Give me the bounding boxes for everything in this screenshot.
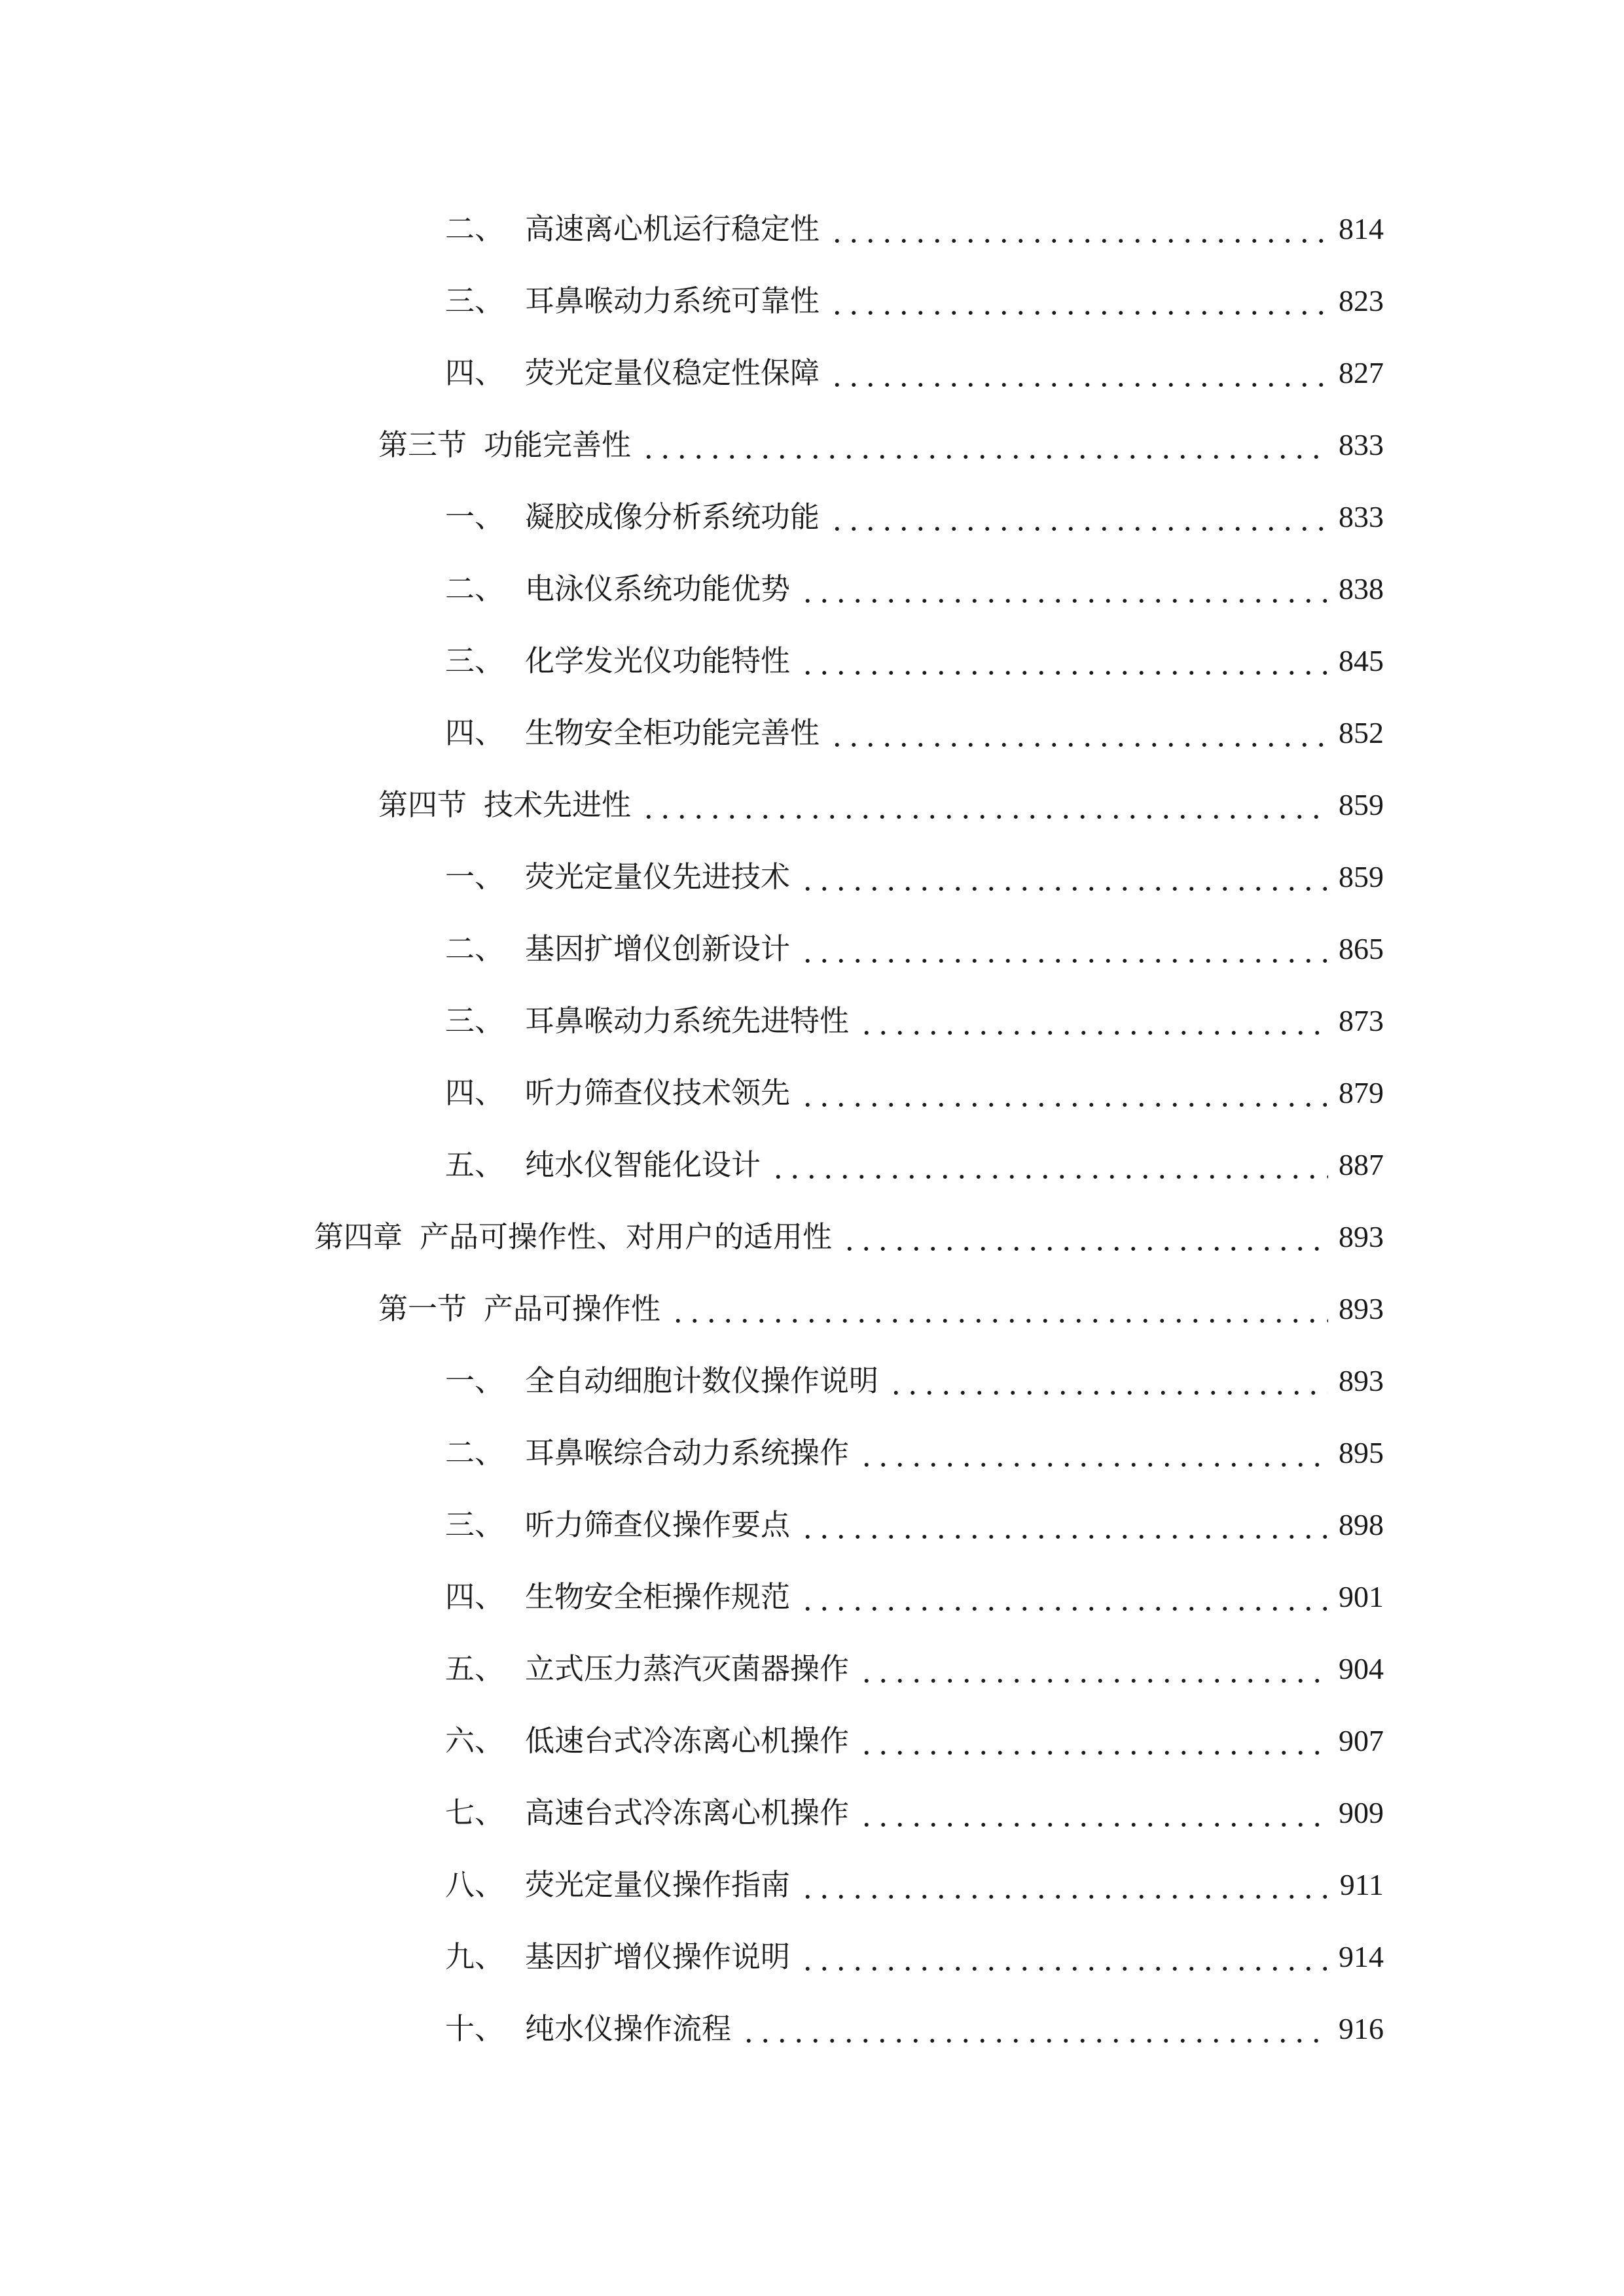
entry-page-number: 859 <box>1339 788 1384 821</box>
toc-entry[interactable] <box>445 1790 1384 1836</box>
entry-title: 基因扩增仪创新设计 <box>525 931 791 966</box>
entry-title: 产品可操作性 <box>484 1291 661 1326</box>
toc-entry[interactable] <box>445 1430 1384 1476</box>
entry-title: 高速台式冷冻离心机操作 <box>525 1795 850 1830</box>
dot-leader <box>799 1502 1328 1548</box>
entry-title: 荧光定量仪操作指南 <box>525 1867 791 1902</box>
dot-leader <box>770 1142 1328 1188</box>
dot-leader <box>799 566 1328 612</box>
dot-leader <box>670 1286 1328 1332</box>
entry-number: 五、 <box>445 1651 505 1686</box>
dot-leader <box>640 422 1328 468</box>
toc-entry[interactable] <box>445 278 1384 324</box>
entry-number: 四、 <box>445 355 505 390</box>
entry-title: 纯水仪智能化设计 <box>525 1147 761 1182</box>
dot-leader <box>858 1430 1328 1476</box>
entry-title: 荧光定量仪先进技术 <box>525 859 791 894</box>
toc-entry[interactable] <box>445 998 1384 1044</box>
toc-entry[interactable] <box>445 1502 1384 1548</box>
entry-title: 基因扩增仪操作说明 <box>525 1939 791 1974</box>
entry-page-number: 838 <box>1339 572 1384 605</box>
entry-page-number: 879 <box>1339 1076 1384 1109</box>
entry-number: 三、 <box>445 283 505 318</box>
entry-number: 九、 <box>445 1939 505 1974</box>
entry-page-number: 859 <box>1339 860 1384 893</box>
dot-leader <box>829 278 1328 324</box>
entry-title: 技术先进性 <box>484 787 632 822</box>
toc-entry[interactable] <box>445 926 1384 972</box>
entry-title: 听力筛查仪技术领先 <box>525 1075 791 1110</box>
entry-page-number: 916 <box>1339 2012 1384 2045</box>
entry-page-number: 904 <box>1339 1652 1384 1685</box>
dot-leader <box>829 350 1328 396</box>
dot-leader <box>799 926 1328 972</box>
entry-page-number: 852 <box>1339 716 1384 749</box>
entry-number: 六、 <box>445 1723 505 1758</box>
entry-page-number: 893 <box>1339 1220 1384 1253</box>
dot-leader <box>799 1070 1328 1116</box>
entry-number: 第四节 <box>378 787 467 822</box>
entry-number: 二、 <box>445 1435 505 1470</box>
entry-title: 凝胶成像分析系统功能 <box>525 499 820 534</box>
entry-page-number: 911 <box>1339 1868 1384 1901</box>
toc-entry[interactable] <box>445 1862 1384 1908</box>
toc-entry[interactable] <box>445 494 1384 540</box>
toc-entry[interactable] <box>445 1142 1384 1188</box>
entry-title: 纯水仪操作流程 <box>525 2011 732 2046</box>
dot-leader <box>799 854 1328 900</box>
entry-page-number: 914 <box>1339 1940 1384 1973</box>
entry-number: 三、 <box>445 1003 505 1038</box>
entry-number: 二、 <box>445 931 505 966</box>
dot-leader <box>829 206 1328 252</box>
toc-entry[interactable] <box>445 2006 1384 2052</box>
entry-page-number: 827 <box>1339 356 1384 389</box>
toc-entry[interactable] <box>378 422 1384 468</box>
entry-page-number: 909 <box>1339 1796 1384 1829</box>
dot-leader <box>858 1646 1328 1692</box>
entry-title: 化学发光仪功能特性 <box>525 643 791 678</box>
entry-page-number: 873 <box>1339 1004 1384 1037</box>
dot-leader <box>858 1790 1328 1836</box>
toc-entry[interactable] <box>445 1574 1384 1620</box>
entry-page-number: 814 <box>1339 212 1384 245</box>
entry-page-number: 895 <box>1339 1436 1384 1469</box>
toc-entry[interactable] <box>445 1646 1384 1692</box>
entry-number: 一、 <box>445 1363 505 1398</box>
entry-title: 产品可操作性、对用户的适用性 <box>420 1219 833 1254</box>
entry-page-number: 901 <box>1339 1580 1384 1613</box>
dot-leader <box>799 1934 1328 1980</box>
entry-page-number: 893 <box>1339 1292 1384 1325</box>
toc-entry[interactable] <box>445 1070 1384 1116</box>
toc-entry[interactable] <box>378 782 1384 828</box>
entry-page-number: 898 <box>1339 1508 1384 1541</box>
entry-title: 低速台式冷冻离心机操作 <box>525 1723 850 1758</box>
dot-leader <box>829 710 1328 756</box>
entry-number: 四、 <box>445 715 505 750</box>
entry-number: 八、 <box>445 1867 505 1902</box>
entry-title: 听力筛查仪操作要点 <box>525 1507 791 1542</box>
entry-number: 四、 <box>445 1075 505 1110</box>
toc-entry[interactable] <box>445 350 1384 396</box>
entry-page-number: 823 <box>1339 284 1384 317</box>
entry-number: 一、 <box>445 499 505 534</box>
dot-leader <box>799 1574 1328 1620</box>
entry-number: 第四章 <box>314 1219 403 1254</box>
entry-number: 七、 <box>445 1795 505 1830</box>
entry-number: 十、 <box>445 2011 505 2046</box>
entry-number: 三、 <box>445 1507 505 1542</box>
dot-leader <box>740 2006 1328 2052</box>
entry-page-number: 887 <box>1339 1148 1384 1181</box>
entry-number: 一、 <box>445 859 505 894</box>
entry-title: 立式压力蒸汽灭菌器操作 <box>525 1651 850 1686</box>
entry-page-number: 845 <box>1339 644 1384 677</box>
entry-page-number: 833 <box>1339 428 1384 461</box>
toc-entry[interactable] <box>445 710 1384 756</box>
toc-entry[interactable] <box>445 566 1384 612</box>
dot-leader <box>858 1718 1328 1764</box>
toc-entry[interactable] <box>445 1718 1384 1764</box>
entry-page-number: 833 <box>1339 500 1384 533</box>
dot-leader <box>841 1214 1328 1260</box>
toc-entry[interactable] <box>445 206 1384 252</box>
toc-entry[interactable] <box>445 1934 1384 1980</box>
toc-entry[interactable] <box>445 638 1384 684</box>
dot-leader <box>799 638 1328 684</box>
dot-leader <box>640 782 1328 828</box>
toc-entry[interactable] <box>378 1286 1384 1332</box>
entry-title: 全自动细胞计数仪操作说明 <box>525 1363 879 1398</box>
toc-entry[interactable] <box>314 1214 1384 1260</box>
dot-leader <box>888 1358 1328 1404</box>
dot-leader <box>858 998 1328 1044</box>
entry-number: 五、 <box>445 1147 505 1182</box>
entry-title: 生物安全柜功能完善性 <box>525 715 820 750</box>
entry-page-number: 865 <box>1339 932 1384 965</box>
toc-entry[interactable] <box>445 1358 1384 1404</box>
entry-number: 三、 <box>445 643 505 678</box>
toc-entry[interactable] <box>445 854 1384 900</box>
entry-title: 生物安全柜操作规范 <box>525 1579 791 1614</box>
entry-title: 荧光定量仪稳定性保障 <box>525 355 820 390</box>
entry-title: 功能完善性 <box>484 427 632 462</box>
entry-number: 第三节 <box>378 427 467 462</box>
entry-page-number: 893 <box>1339 1364 1384 1397</box>
entry-number: 二、 <box>445 211 505 246</box>
dot-leader <box>829 494 1328 540</box>
entry-number: 四、 <box>445 1579 505 1614</box>
entry-number: 第一节 <box>378 1291 467 1326</box>
dot-leader <box>799 1862 1329 1908</box>
entry-title: 耳鼻喉综合动力系统操作 <box>525 1435 850 1470</box>
entry-title: 耳鼻喉动力系统可靠性 <box>525 283 820 318</box>
entry-title: 电泳仪系统功能优势 <box>525 571 791 606</box>
entry-number: 二、 <box>445 571 505 606</box>
entry-page-number: 907 <box>1339 1724 1384 1757</box>
entry-title: 高速离心机运行稳定性 <box>525 211 820 246</box>
entry-title: 耳鼻喉动力系统先进特性 <box>525 1003 850 1038</box>
